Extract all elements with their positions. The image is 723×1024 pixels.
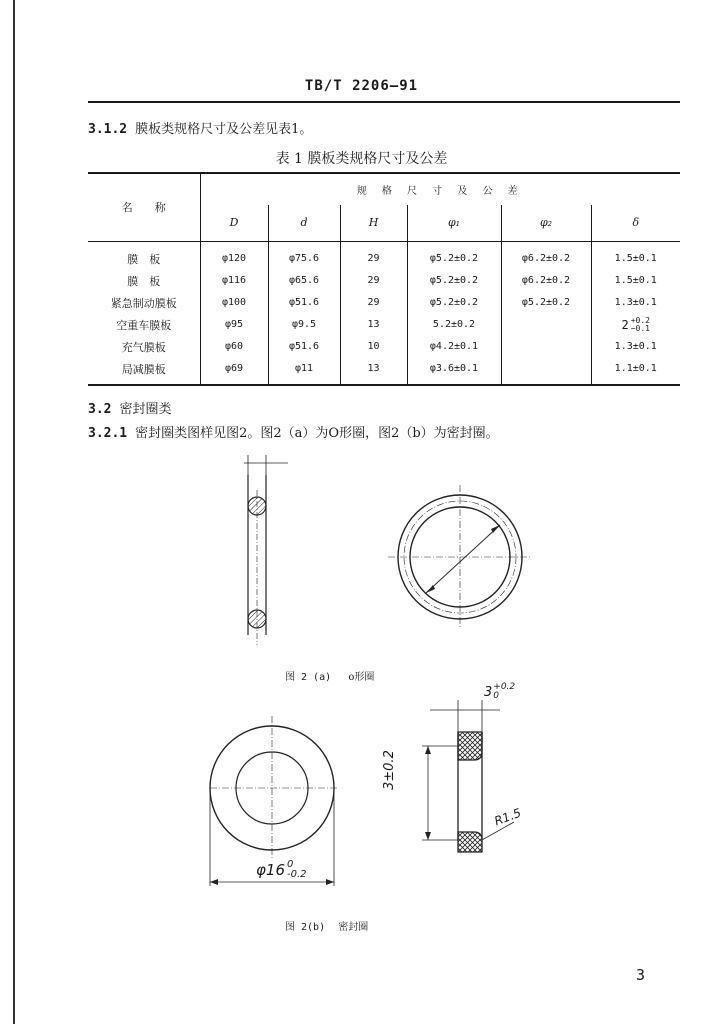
col-header-D: D [200,205,268,241]
table-1 [88,172,680,386]
cell: φ5.2±0.2 [407,292,501,314]
cell: φ6.2±0.2 [501,270,591,292]
table-row [88,314,680,336]
cell: φ51.6 [268,292,340,314]
section-number: 3.2.1 [88,426,128,441]
section-3-1-2 [88,118,312,137]
fig2b-height-dim: 3±0.2 [382,750,397,790]
header-rule [88,101,680,103]
cell: φ100 [200,292,268,314]
cell: φ75.6 [268,241,340,270]
cell: 13 [340,358,407,385]
cell: φ4.2±0.1 [407,336,501,358]
cell: φ120 [200,241,268,270]
col-header-H: H [340,205,407,241]
fig2b-radius-dim: R1.5 [492,805,523,829]
width-base: 3 [484,684,493,700]
cell: φ60 [200,336,268,358]
cell: 1.1±0.1 [591,358,680,385]
cell: 1.3±0.1 [591,336,680,358]
cell: φ69 [200,358,268,385]
col-header-phi2: φ₂ [501,205,591,241]
cell: φ5.2±0.2 [407,270,501,292]
header-name: 名 称 [88,173,200,241]
cell: φ5.2±0.2 [501,292,591,314]
table-row [88,358,680,385]
table-row [88,241,680,270]
cell: 13 [340,314,407,336]
row-name: 局减膜板 [88,358,200,385]
cell: 29 [340,270,407,292]
cell: 29 [340,241,407,270]
cell: φ11 [268,358,340,385]
row-name: 膜 板 [127,252,161,266]
fig2b-section [410,690,560,870]
diameter-lower: -0.2 [286,869,307,880]
cell: 1.5±0.1 [591,241,680,270]
section-text: 膜板类规格尺寸及公差见表1。 [135,122,313,137]
fig2a-side-section [226,455,296,655]
cell: 29 [340,292,407,314]
cell: 1.5±0.1 [591,270,680,292]
table-row [88,270,680,292]
cell: φ65.6 [268,270,340,292]
cell [501,314,591,336]
tolerance-cell [591,314,680,336]
row-name: 膜 板 [127,274,161,288]
fig2b-caption [285,918,368,933]
fig2b-width-dim [484,683,515,701]
tolerance-lower: −0.1 [630,323,650,333]
col-header-phi1: φ₁ [407,205,501,241]
diameter-upper: 0 [286,859,294,870]
row-name: 紧急制动膜板 [110,296,177,310]
cell: φ3.6±0.1 [407,358,501,385]
fig2a-caption-number: 图 2 (a) [285,672,332,683]
table-row [88,336,680,358]
width-lower: 0 [493,691,500,701]
standard-code: TB/T 2206—91 [304,78,419,94]
cell: φ5.2±0.2 [407,241,501,270]
row-name: 充气膜板 [121,340,166,354]
cell: φ116 [200,270,268,292]
cell: 10 [340,336,407,358]
col-header-d: d [268,205,340,241]
cell: 1.3±0.1 [591,292,680,314]
fig2a-caption-text: o形圈 [348,672,375,683]
cell [501,336,591,358]
section-number: 3.2 [88,402,112,417]
fig2a-caption [285,668,374,683]
width-upper: +0.2 [493,682,516,692]
fig2b-diameter-dim [256,860,307,880]
section-text: 密封圈类图样见图2。图2（a）为O形圈，图2（b）为密封圈。 [135,426,499,441]
fig2b-caption-number: 图 2(b) [285,922,326,933]
page-number: 3 [636,966,646,984]
col-header-delta: δ [591,205,680,241]
row-name: 空重车膜板 [116,318,172,332]
table-1-title: 表 1 膜板类规格尺寸及公差 [275,151,448,167]
cell: φ51.6 [268,336,340,358]
tolerance-upper: +0.2 [630,315,650,325]
section-number: 3.1.2 [88,122,128,137]
header-group: 规 格 尺 寸 及 公 差 [200,173,680,205]
cell: φ9.5 [268,314,340,336]
cell [501,358,591,385]
tolerance-base: 2 [621,317,629,332]
cell: φ95 [200,314,268,336]
cell: 5.2±0.2 [407,314,501,336]
cell: φ6.2±0.2 [501,241,591,270]
fig2b-caption-text: 密封圈 [338,922,369,933]
diameter-base: φ16 [256,861,285,879]
fig2a-front-view [388,485,532,629]
table-row [88,292,680,314]
section-text: 密封圈类 [119,402,172,417]
section-3-2 [88,398,172,417]
section-3-2-1 [88,422,499,441]
